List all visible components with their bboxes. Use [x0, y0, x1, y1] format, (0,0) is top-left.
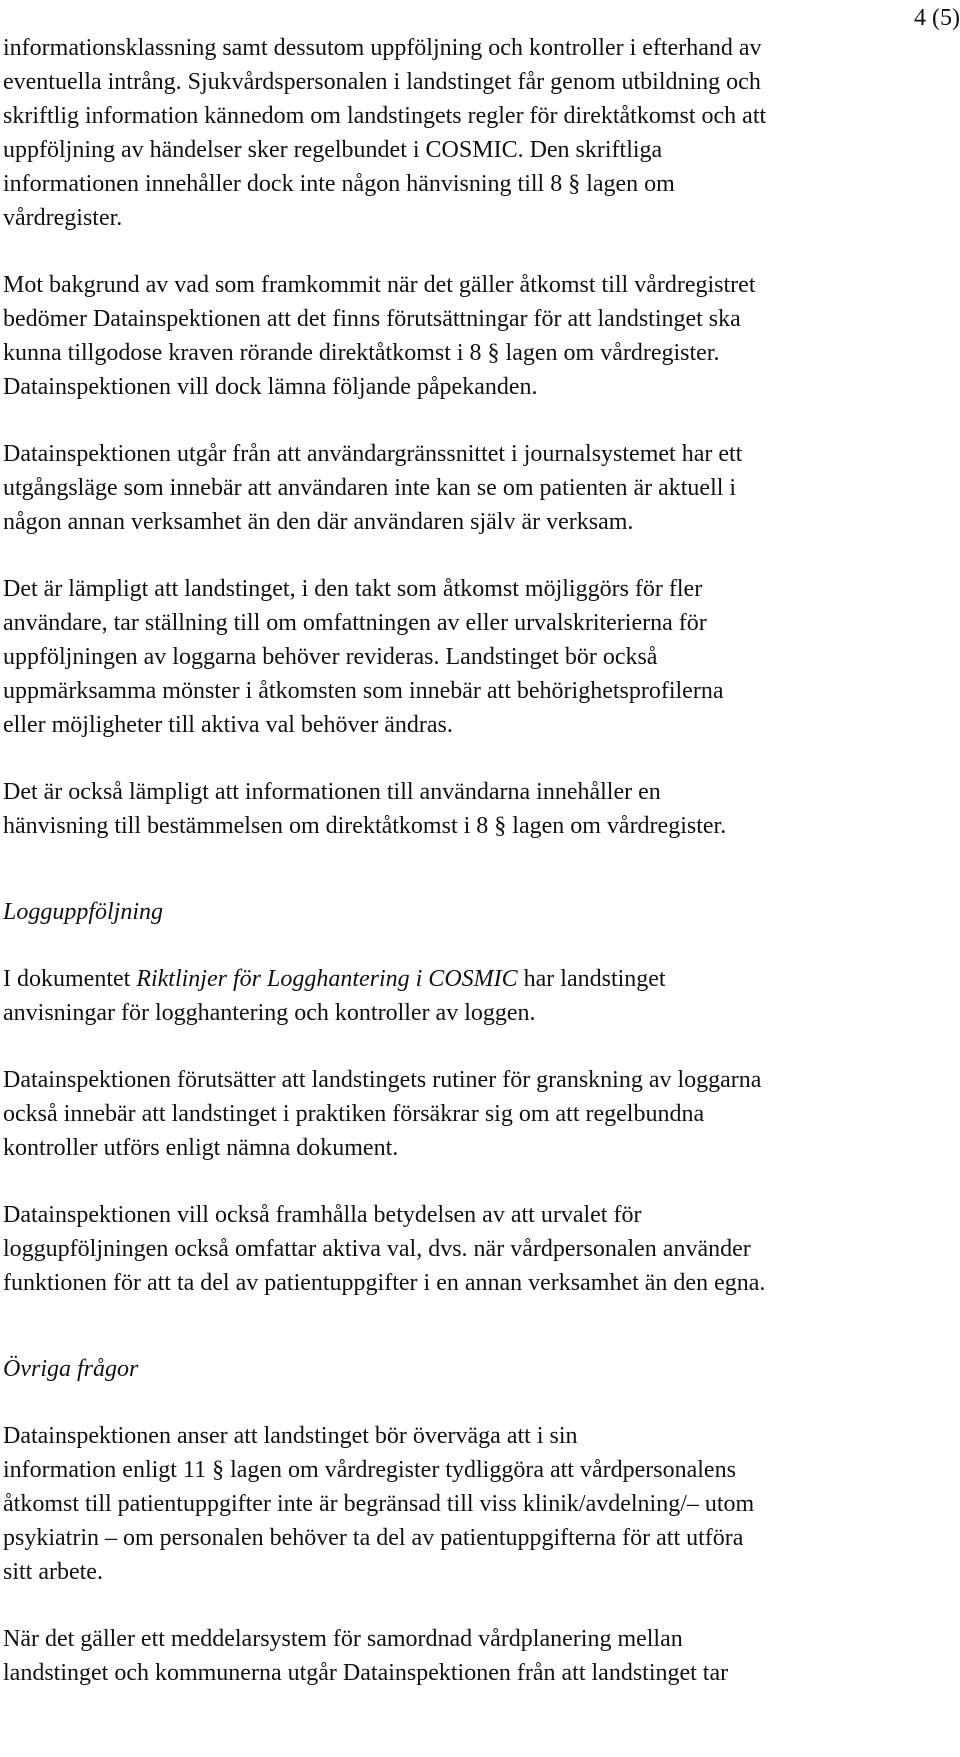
- paragraph-10: När det gäller ett meddelarsystem för samordnad vårdplanering mellan landstinget och kommunerna utgår Datainspektionen från att landstinget tar: [3, 1626, 729, 1686]
- document-title-reference: Riktlinjer för Logghantering i COSMIC: [136, 966, 518, 992]
- paragraph-8: Datainspektionen vill också framhålla betydelsen av att urvalet för loggupföljningen också omfattar aktiva val, dvs. när vårdpersonalen använder funktionen för att ta del av patientuppgifter i en annan verksamhet än den egna.: [3, 1202, 766, 1296]
- paragraph-2: Mot bakgrund av vad som framkommit när det gäller åtkomst till vårdregistret bedömer Datainspektionen att det finns förutsättningar för att landstinget ska kunna tillgodose kraven rörande direktåtkomst i 8 § lagen om vårdregister. Datainspektionen vill dock lämna följande påpekanden.: [3, 272, 756, 400]
- paragraph-1: informationsklassning samt dessutom uppföljning och kontroller i efterhand av eventuella intrång. Sjukvårdspersonalen i landstinget får genom utbildning och skriftlig information kännedom om landstingets regler för direktåtkomst och att uppföljning av händelser sker regelbundet i COSMIC. Den skriftliga informationen innehåller dock inte någon hänvisning till 8 § lagen om vårdregister.: [3, 35, 767, 231]
- section-heading-logguppfoljning: Logguppföljning: [3, 899, 164, 925]
- paragraph-9: Datainspektionen anser att landstinget bör överväga att i sin information enligt 11 § lagen om vårdregister tydliggöra att vårdpersonalens åtkomst till patientuppgifter inte är begränsad till viss klinik/avdelning/– utom psykiatrin – om personalen behöver ta del av patientuppgifterna för att utföra sitt arbete.: [3, 1423, 755, 1585]
- paragraph-3: Datainspektionen utgår från att användargränssnittet i journalsystemet har ett utgångsläge som innebär att användaren inte kan se om patienten är aktuell i någon annan verksamhet än den där användaren själv är verksam.: [3, 441, 743, 535]
- document-body: [3, 31, 958, 1723]
- paragraph-7: Datainspektionen förutsätter att landstingets rutiner för granskning av loggarna också innebär att landstinget i praktiken försäkrar sig om att regelbundna kontroller utförs enligt nämna dokument.: [3, 1067, 762, 1161]
- paragraph-4: Det är lämpligt att landstinget, i den takt som åtkomst möjliggörs för fler användare, tar ställning till om omfattningen av eller urvalskriterierna för uppföljningen av loggarna behöver revideras. Landstinget bör också uppmärksamma mönster i åtkomsten som innebär att behörighetsprofilerna eller möjligheter till aktiva val behöver ändras.: [3, 576, 724, 738]
- paragraph-6: [3, 962, 958, 1030]
- page-number: 4 (5): [914, 5, 960, 31]
- paragraph-6-rest: har landstinget anvisningar för logghantering och kontroller av loggen.: [3, 966, 666, 1026]
- paragraph-5: Det är också lämpligt att informationen till användarna innehåller en hänvisning till bestämmelsen om direktåtkomst i 8 § lagen om vårdregister.: [3, 779, 727, 839]
- paragraph-6-intro: I dokumentet: [3, 966, 137, 992]
- section-heading-ovriga-fragor: Övriga frågor: [3, 1356, 139, 1382]
